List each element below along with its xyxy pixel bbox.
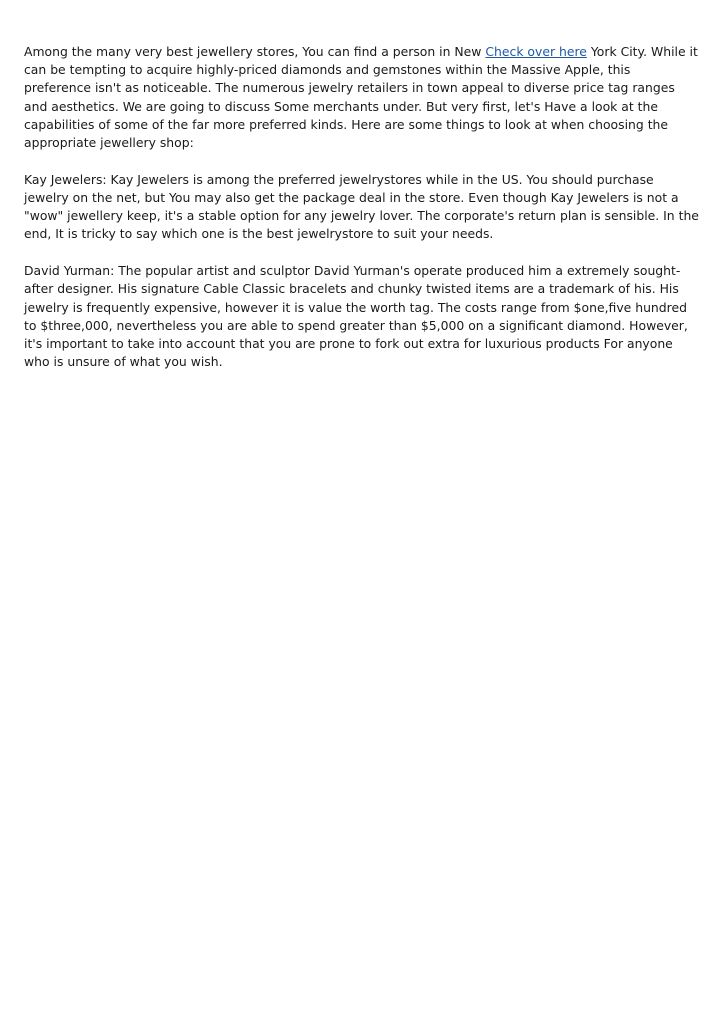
intro-text-before-link: Among the many very best jewellery stores, You can find a person in New bbox=[24, 44, 486, 59]
intro-text-after-link: York City. While it can be tempting to acquire highly-priced diamonds and gemstones within the Massive Apple, this preference isn't as noticeable. The numerous jewelry retailers in town appeal to diverse price tag ranges and aesthetics. We are going to discuss Some merchants under. But very first, let's Have a look at the capabilities of some of the far more preferred kinds. Here are some things to look at when choosing the appropriate jewellery shop: bbox=[24, 44, 698, 151]
check-over-here-link[interactable]: Check over here bbox=[485, 44, 587, 59]
document-page bbox=[24, 43, 700, 390]
intro-paragraph bbox=[24, 43, 700, 152]
kay-jewelers-paragraph: Kay Jewelers: Kay Jewelers is among the preferred jewelrystores while in the US. You should purchase jewelry on the net, but You may also get the package deal in the store. Even though Kay Jewelers is not a "wow" jewellery keep, it's a stable option for any jewelry lover. The corporate's return plan is sensible. In the end, It is tricky to say which one is the best jewelrystore to suit your needs. bbox=[24, 171, 699, 242]
david-yurman-paragraph: David Yurman: The popular artist and sculptor David Yurman's operate produced him a extremely sought-after designer. His signature Cable Classic bracelets and chunky twisted items are a trademark of his. His jewelry is frequently expensive, however it is value the worth tag. The costs range from $one,five hundred to $three,000, nevertheless you are able to spend greater than $5,000 on a significant diamond. However, it's important to take into account that you are prone to fork out extra for luxurious products For anyone who is unsure of what you wish. bbox=[24, 263, 688, 370]
